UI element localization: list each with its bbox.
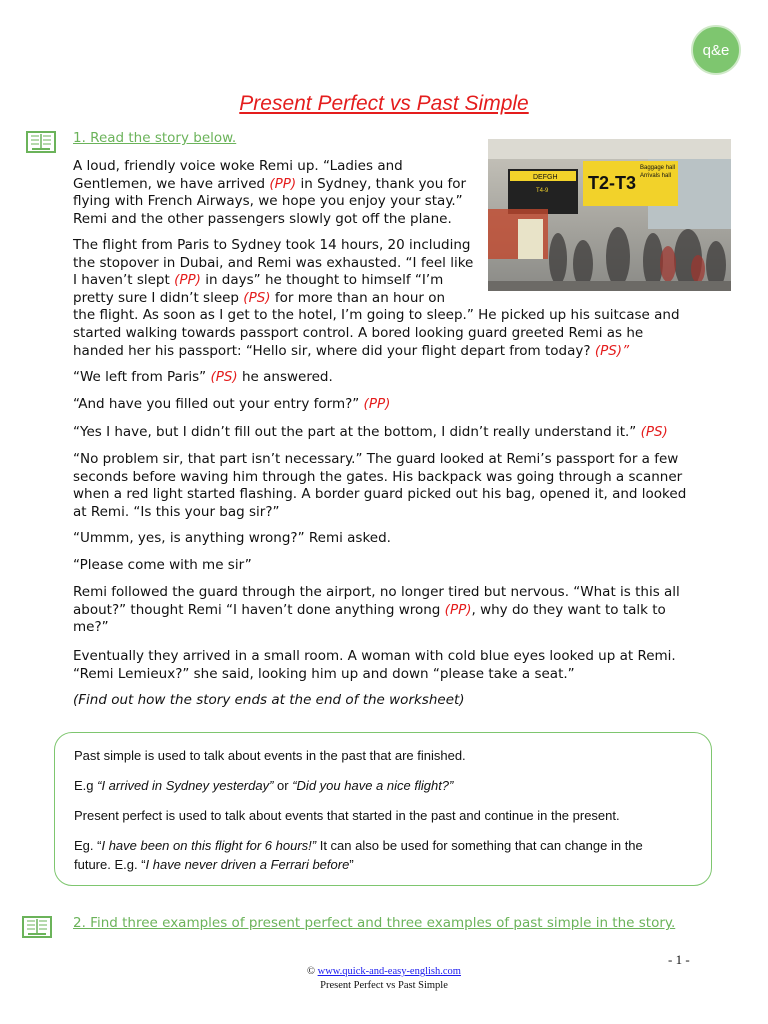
text-run: ”	[349, 857, 354, 872]
story-paragraph: “Ummm, yes, is anything wrong?” Remi asked.	[73, 530, 391, 546]
text-run: he answered.	[237, 369, 333, 385]
footer-subtitle: Present Perfect vs Past Simple	[320, 980, 448, 991]
text-run: , why do they want to talk to	[471, 601, 666, 618]
grammar-line: Past simple is used to talk about events in the past that are finished.	[74, 748, 466, 763]
page-number: - 1 -	[668, 952, 690, 967]
text-run: seconds before waving him through the gates. His backpack was going through a scanner	[73, 468, 683, 485]
example-text: “I arrived in Sydney yesterday”	[97, 778, 274, 793]
text-run: Remi followed the guard through the airport, no longer tired but nervous. “What is this all	[73, 584, 680, 600]
text-run: handed her his passport: “Hello sir, where did your flight depart from today?	[73, 342, 595, 359]
grammar-box	[54, 732, 712, 886]
text-run: A loud, friendly voice woke Remi up. “Ladies and	[73, 158, 403, 174]
logo	[691, 25, 741, 75]
tense-marker: (PP)	[174, 272, 201, 289]
text-run: Remi and the other passengers slowly got off the plane.	[73, 210, 452, 227]
book-icon	[22, 916, 52, 938]
photo-sign-text: DEFGH	[533, 174, 558, 181]
story-paragraph: “Please come with me sir”	[73, 557, 252, 573]
logo-text: q&e	[702, 41, 730, 59]
tense-marker: (PP)	[363, 396, 391, 412]
text-run: about?” thought Remi “I haven’t done anything wrong	[73, 601, 445, 618]
tense-marker: (PS)”	[594, 342, 630, 359]
text-run: me?”	[73, 619, 109, 636]
story-note: (Find out how the story ends at the end of the worksheet)	[73, 692, 465, 708]
tense-marker: (PS)	[640, 424, 668, 440]
text-run: Eventually they arrived in a small room. A woman with cold blue eyes looked up at Remi.	[73, 648, 676, 664]
photo-sign-text: Baggage hall	[640, 165, 676, 171]
text-run: “No problem sir, that part isn’t necessary.” The guard looked at Remi’s passport for a few	[73, 451, 679, 467]
text-run: Gentlemen, we have arrived	[73, 175, 270, 192]
section-1-heading[interactable]: 1. Read the story below.	[73, 130, 237, 146]
story-paragraph	[73, 369, 333, 387]
book-icon	[26, 131, 56, 153]
tense-marker: (PP)	[444, 601, 472, 618]
story-paragraph	[73, 451, 713, 521]
example-text: “Did you have a nice flight?”	[292, 778, 454, 793]
photo-sign-text: Arrivals hall	[640, 173, 672, 179]
text-run: “And have you filled out your entry form?”	[73, 396, 364, 412]
page-title: Present Perfect vs Past Simple	[239, 92, 529, 115]
text-run: when a red light started flashing. A border guard picked out his bag, opened it, and looked	[73, 486, 687, 503]
story-paragraph	[73, 396, 390, 414]
text-run: “We left from Paris”	[73, 369, 211, 385]
photo-sign-text: T2-T3	[588, 173, 637, 193]
story-paragraph	[73, 237, 713, 360]
section-2-heading[interactable]: 2. Find three examples of present perfect and three examples of past simple in the story.	[73, 915, 676, 931]
text-run: I haven’t slept	[73, 272, 175, 289]
story-paragraph	[73, 648, 713, 683]
tense-marker: (PS)	[243, 289, 271, 306]
text-run: “Remi Lemieux?” she said, looking him up and down “please take a seat.”	[73, 665, 575, 682]
text-run: the stopover in Dubai, and Remi was exhausted. “I feel like	[73, 254, 474, 271]
text-run: Eg. “	[74, 838, 102, 853]
text-run: at Remi. “Is this your bag sir?”	[73, 503, 280, 520]
copyright-symbol: ©	[307, 966, 318, 977]
text-run: for more than an hour on	[270, 289, 446, 306]
text-run: flying with French Airways, we hope you enjoy your stay.”	[73, 193, 463, 210]
text-run: It can also be used for something that can change in the	[316, 838, 643, 853]
grammar-line: Present perfect is used to talk about events that started in the past and continue in the present.	[74, 808, 620, 823]
grammar-line	[74, 776, 694, 795]
example-text: I have been on this flight for 6 hours!”	[101, 838, 317, 853]
text-run: the flight. As soon as I get to the hotel, I’m going to sleep.” He picked up his suitcase and	[73, 307, 680, 324]
footer-copyright	[0, 966, 768, 977]
text-run: “Yes I have, but I didn’t fill out the part at the bottom, I didn’t really understand it.”	[73, 424, 641, 440]
tense-marker: (PP)	[269, 175, 297, 192]
story-paragraph	[73, 424, 668, 442]
text-run: E.g	[74, 778, 98, 793]
text-run: started walking towards passport control. A bored looking guard greeted Remi as he	[73, 324, 644, 341]
footer-link[interactable]: www.quick-and-easy-english.com	[317, 966, 461, 977]
text-run: in days” he thought to himself “I’m	[200, 272, 444, 289]
photo-sign-text: T4-9	[536, 188, 549, 194]
text-run: pretty sure I didn’t sleep	[73, 289, 244, 306]
story-paragraph	[73, 584, 713, 637]
example-text: I have never driven a Ferrari before	[145, 857, 350, 872]
grammar-line	[74, 836, 694, 874]
text-run: or	[273, 778, 293, 793]
text-run: future. E.g. “	[74, 857, 146, 872]
text-run: The flight from Paris to Sydney took 14 hours, 20 including	[73, 237, 471, 253]
text-run: in Sydney, thank you for	[296, 175, 467, 192]
story-paragraph	[73, 158, 478, 228]
tense-marker: (PS)	[210, 369, 238, 385]
